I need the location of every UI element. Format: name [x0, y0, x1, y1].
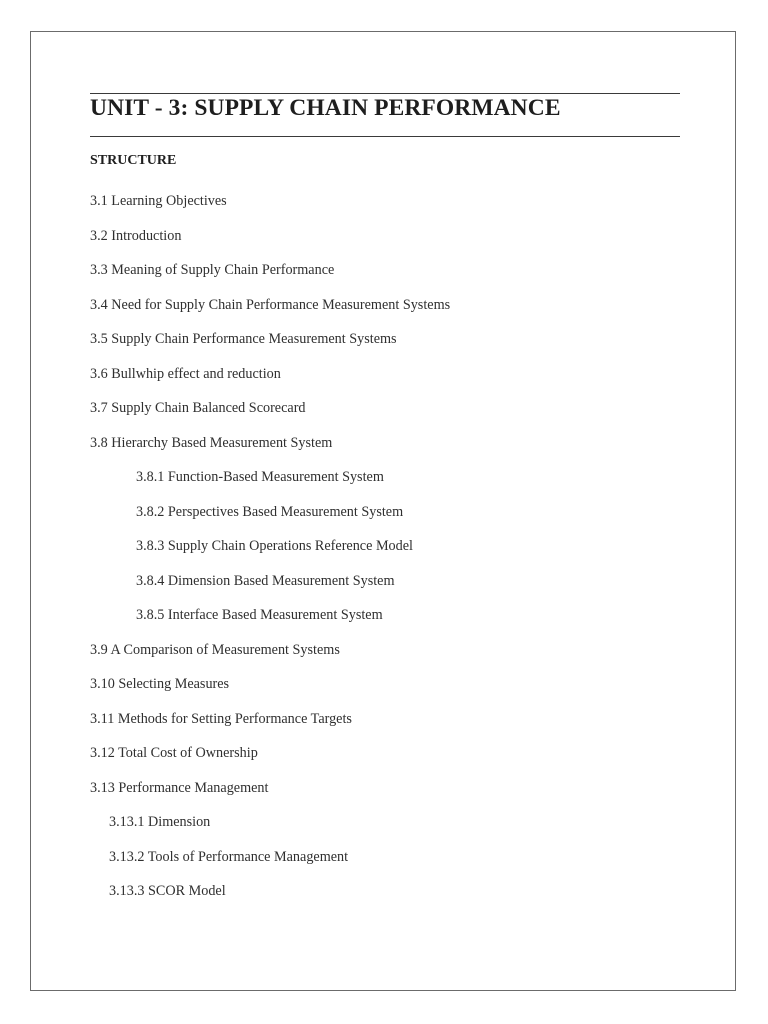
toc-item: 3.8.4 Dimension Based Measurement System	[136, 572, 395, 589]
toc-item: 3.4 Need for Supply Chain Performance Measurement Systems	[90, 296, 451, 313]
toc-item: 3.8.1 Function-Based Measurement System	[136, 469, 384, 485]
title-bottom-rule	[90, 136, 680, 137]
toc-item: 3.1 Learning Objectives	[90, 193, 227, 209]
toc-item: 3.12 Total Cost of Ownership	[90, 745, 258, 761]
structure-heading: STRUCTURE	[90, 153, 177, 168]
table-of-contents	[90, 192, 690, 917]
toc-item: 3.8.3 Supply Chain Operations Reference Model	[136, 538, 413, 554]
toc-item: 3.2 Introduction	[90, 227, 182, 244]
toc-item: 3.8 Hierarchy Based Measurement System	[90, 434, 333, 451]
toc-item: 3.5 Supply Chain Performance Measurement Systems	[90, 331, 397, 347]
toc-item: 3.7 Supply Chain Balanced Scorecard	[90, 400, 306, 416]
toc-item: 3.13.1 Dimension	[109, 814, 211, 830]
toc-item: 3.13.3 SCOR Model	[109, 883, 226, 899]
toc-item: 3.13 Performance Management	[90, 779, 269, 796]
toc-item: 3.10 Selecting Measures	[90, 676, 230, 692]
toc-item: 3.6 Bullwhip effect and reduction	[90, 365, 281, 382]
toc-item: 3.11 Methods for Setting Performance Targets	[90, 710, 352, 727]
toc-item: 3.9 A Comparison of Measurement Systems	[90, 641, 340, 658]
toc-item: 3.3 Meaning of Supply Chain Performance	[90, 262, 335, 278]
page-title: UNIT - 3: SUPPLY CHAIN PERFORMANCE	[90, 95, 561, 121]
toc-item: 3.8.2 Perspectives Based Measurement System	[136, 503, 404, 520]
toc-item: 3.8.5 Interface Based Measurement System	[136, 607, 383, 623]
toc-item: 3.13.2 Tools of Performance Management	[109, 848, 349, 865]
